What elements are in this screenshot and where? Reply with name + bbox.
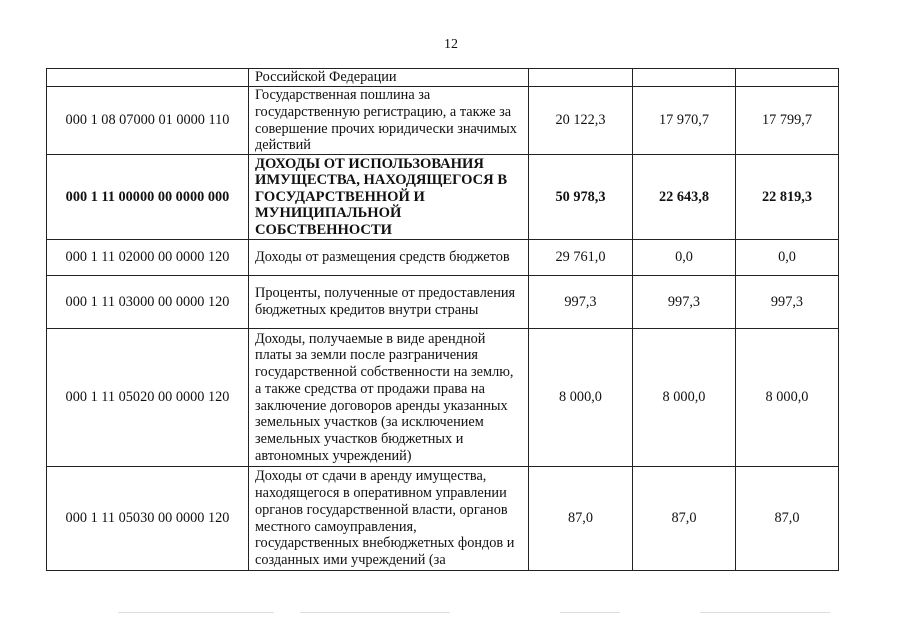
value-col2-cell: 0,0 — [633, 240, 736, 276]
value-col3-cell: 17 799,7 — [736, 87, 839, 155]
revenue-name-cell: Доходы от размещения средств бюджетов — [249, 240, 529, 276]
table-row — [47, 69, 839, 87]
table-row — [47, 276, 839, 329]
value-col1-cell: 20 122,3 — [529, 87, 633, 155]
scan-artifact-line — [118, 612, 274, 613]
value-col2-cell: 87,0 — [633, 467, 736, 571]
scan-artifact-line — [300, 612, 450, 613]
revenue-name-cell: Проценты, полученные от предоставления бюджетных кредитов внутри страны — [249, 276, 529, 329]
value-col2-cell — [633, 69, 736, 87]
budget-revenue-table — [46, 68, 839, 571]
kbk-code-cell: 000 1 11 02000 00 0000 120 — [47, 240, 249, 276]
revenue-name-cell: Доходы от сдачи в аренду имущества, находящегося в оперативном управлении органов государственной власти, органов местного самоуправления, государственных внебюджетных фондов и созданных ими учреждений (за — [249, 467, 529, 571]
value-col3-cell: 0,0 — [736, 240, 839, 276]
table-row — [47, 329, 839, 467]
value-col1-cell: 50 978,3 — [529, 155, 633, 240]
value-col3-cell: 87,0 — [736, 467, 839, 571]
value-col3-cell: 22 819,3 — [736, 155, 839, 240]
revenue-name-cell: Российской Федерации — [249, 69, 529, 87]
value-col1-cell: 8 000,0 — [529, 329, 633, 467]
value-col1-cell: 87,0 — [529, 467, 633, 571]
value-col3-cell: 8 000,0 — [736, 329, 839, 467]
table-body — [47, 69, 839, 571]
table-row — [47, 240, 839, 276]
revenue-name-cell: ДОХОДЫ ОТ ИСПОЛЬЗОВАНИЯ ИМУЩЕСТВА, НАХОДЯЩЕГОСЯ В ГОСУДАРСТВЕННОЙ И МУНИЦИПАЛЬНОЙ СОБСТВЕННОСТИ — [249, 155, 529, 240]
kbk-code-cell — [47, 69, 249, 87]
value-col3-cell: 997,3 — [736, 276, 839, 329]
table-row — [47, 87, 839, 155]
kbk-code-cell: 000 1 08 07000 01 0000 110 — [47, 87, 249, 155]
value-col1-cell: 29 761,0 — [529, 240, 633, 276]
value-col1-cell: 997,3 — [529, 276, 633, 329]
table-row-section-header — [47, 155, 839, 240]
kbk-code-cell: 000 1 11 00000 00 0000 000 — [47, 155, 249, 240]
scan-artifact-line — [700, 612, 830, 613]
table-row — [47, 467, 839, 571]
kbk-code-cell: 000 1 11 05020 00 0000 120 — [47, 329, 249, 467]
value-col2-cell: 17 970,7 — [633, 87, 736, 155]
revenue-name-cell: Государственная пошлина за государственную регистрацию, а также за совершение прочих юридически значимых действий — [249, 87, 529, 155]
page-number: 12 — [444, 37, 458, 52]
kbk-code-cell: 000 1 11 05030 00 0000 120 — [47, 467, 249, 571]
scan-artifact-line — [560, 612, 620, 613]
value-col2-cell: 997,3 — [633, 276, 736, 329]
value-col3-cell — [736, 69, 839, 87]
kbk-code-cell: 000 1 11 03000 00 0000 120 — [47, 276, 249, 329]
value-col1-cell — [529, 69, 633, 87]
value-col2-cell: 8 000,0 — [633, 329, 736, 467]
value-col2-cell: 22 643,8 — [633, 155, 736, 240]
revenue-name-cell: Доходы, получаемые в виде арендной платы за земли после разграничения государственной собственности на землю, а также средства от продажи права на заключение договоров аренды указанных земельных участков (за исключением земельных участков бюджетных и автономных учреждений) — [249, 329, 529, 467]
